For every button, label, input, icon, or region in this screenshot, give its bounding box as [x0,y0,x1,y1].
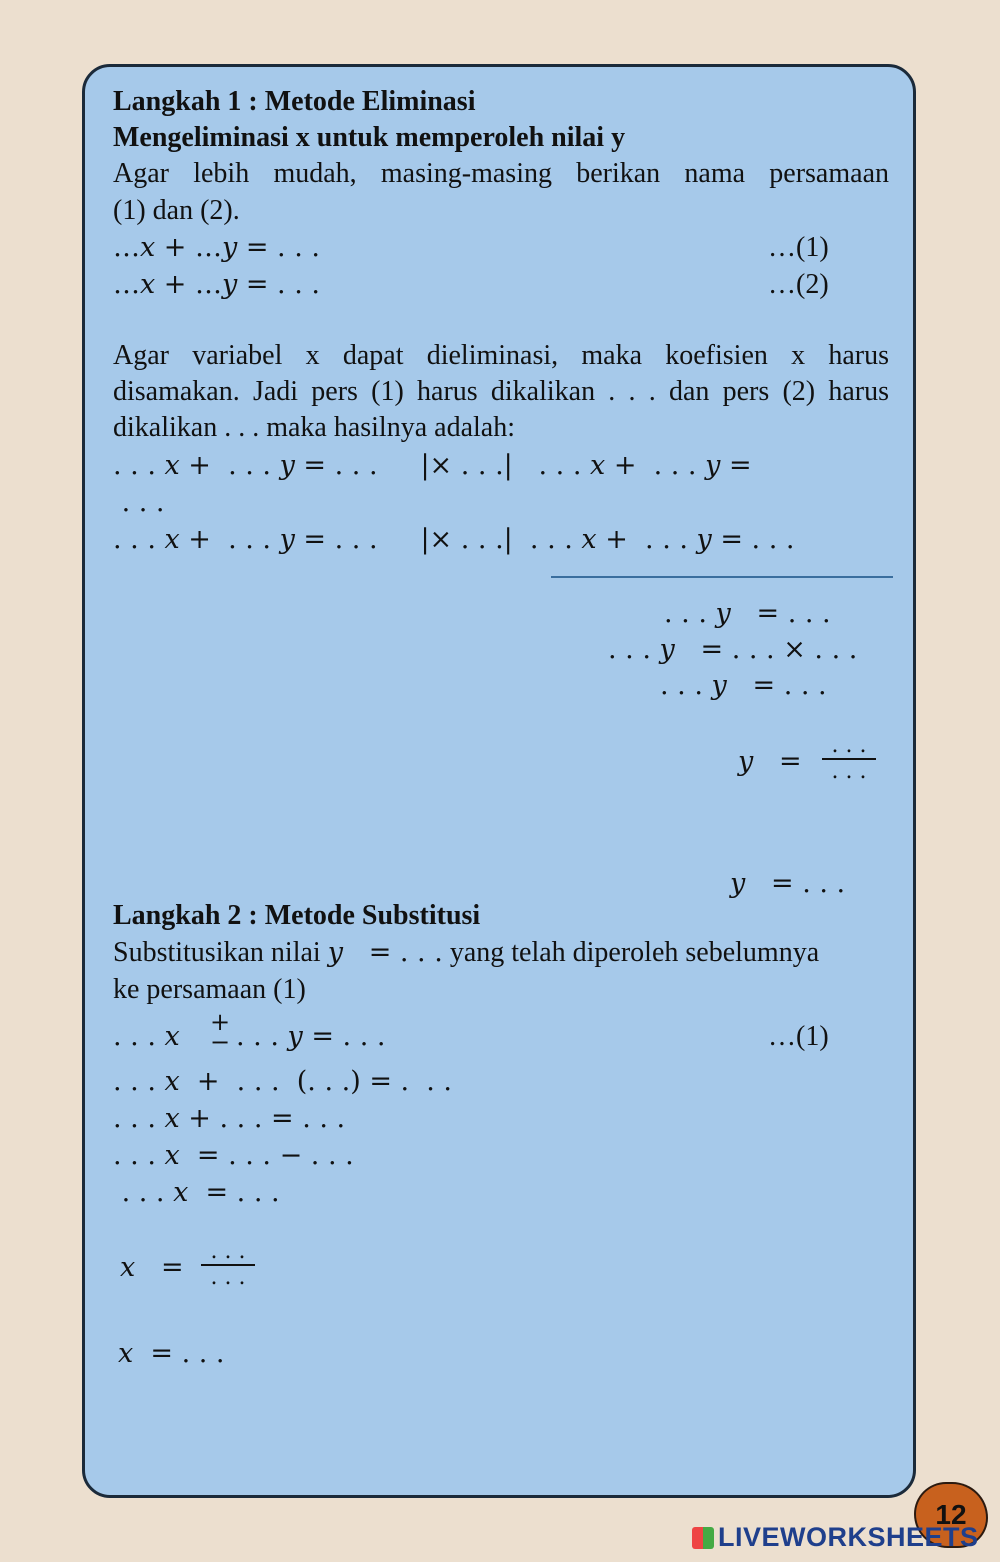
page-number-badge: 12 [916,1484,986,1546]
substitution-eq-left: . . . 𝑥 [113,1021,180,1052]
substitution-line-b: . . . 𝑥 + . . . (. . .) = . . . [113,1066,453,1097]
y-fraction-numerator: . . . [831,733,867,758]
step1-intro-line2: (1) dan (2). [113,195,240,226]
step1-title: Langkah 1 : Metode Eliminasi [113,86,476,117]
step2-intro-var: 𝑦 = . . . [327,937,443,968]
brand-name: LIVEWORKSHEETS [718,1522,979,1552]
plus-sign: + [209,1008,231,1036]
x-fraction-numerator: . . . [210,1239,246,1264]
step2-intro-line2: ke persamaan (1) [113,974,306,1005]
x-final: 𝑥 = . . . [118,1338,225,1369]
multiply-row-1: . . . 𝑥 + . . . 𝑦 = . . . |× . . .| . . . 𝑥 + . . . 𝑦 = [113,450,752,481]
substitution-line-c: . . . 𝑥 + . . . = . . . [113,1103,346,1134]
subtraction-line [551,576,893,578]
step2-intro-line1 [113,935,819,971]
substitution-eq-right: . . . 𝑦 = . . . [236,1021,386,1052]
result-line-1: . . . 𝑦 = . . . [664,598,831,629]
y-fraction-denominator: . . . [831,759,867,784]
y-fraction [822,733,876,784]
step1-subtitle: Mengeliminasi x untuk memperoleh nilai y [113,122,626,153]
multiply-row-1-continuation: . . . [113,487,165,518]
equation-1: …𝑥 + …𝑦 = . . . [113,232,320,263]
minus-sign: − [209,1028,231,1056]
step2-intro-pre: Substitusikan nilai [113,937,328,968]
step1-paragraph-line2: disamakan. Jadi pers (1) harus dikalikan . . . dan pers (2) harus [113,376,889,407]
multiply-row-2: . . . 𝑥 + . . . 𝑦 = . . . |× . . .| . . . 𝑥 + . . . 𝑦 = . . . [113,524,795,555]
substitution-eq-label: …(1) [768,1021,829,1052]
step1-paragraph-line3: dikalikan . . . maka hasilnya adalah: [113,412,515,443]
liveworksheets-logo-icon [692,1527,714,1549]
result-line-3: . . . 𝑦 = . . . [660,670,827,701]
brand-footer [692,1520,979,1554]
substitution-line-d: . . . 𝑥 = . . . − . . . [113,1140,354,1171]
step1-intro-line1: Agar lebih mudah, masing-masing berikan nama persamaan [113,158,889,189]
substitution-line-e: . . . 𝑥 = . . . [113,1177,280,1208]
x-fraction-lhs: 𝑥 = [120,1252,184,1283]
result-line-2: . . . 𝑦 = . . . × . . . [608,634,858,665]
plus-minus-sign [208,1008,232,1056]
x-fraction-denominator: . . . [210,1265,246,1290]
equation-1-label: …(1) [768,232,829,263]
equation-2-label: …(2) [768,269,829,300]
y-fraction-lhs: 𝑦 = [738,746,802,777]
step1-paragraph-line1: Agar variabel x dapat dieliminasi, maka koefisien x harus [113,340,889,371]
y-final: 𝑦 = . . . [730,868,846,899]
equation-2: …𝑥 + …𝑦 = . . . [113,269,320,300]
step2-intro-post: yang telah diperoleh sebelumnya [442,937,820,968]
x-fraction [201,1239,255,1290]
step2-title: Langkah 2 : Metode Substitusi [113,900,481,931]
